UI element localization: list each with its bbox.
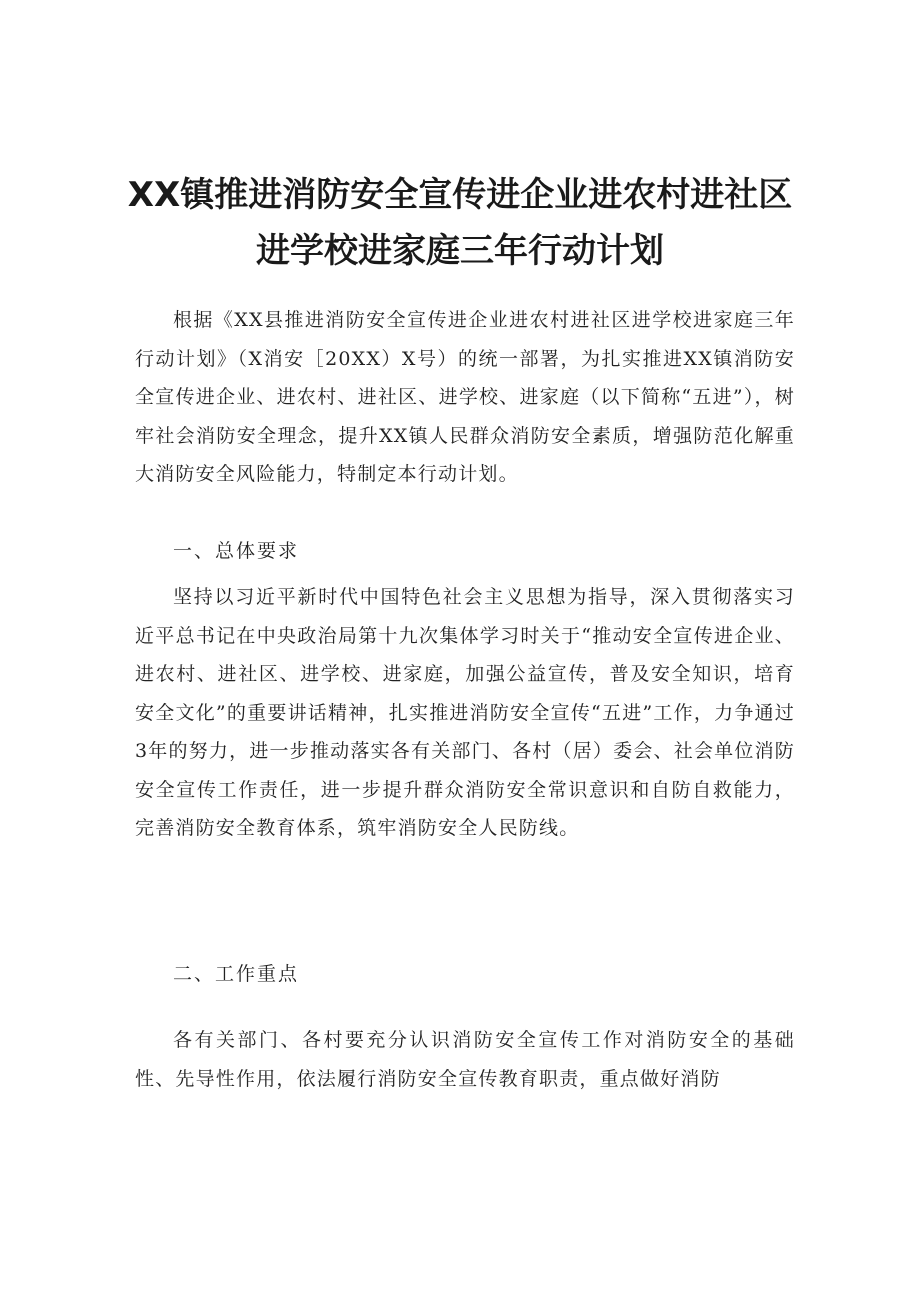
intro-paragraph: 根据《XX县推进消防安全宣传进企业进农村进社区进学校进家庭三年行动计划》（X消安［20XX）X号）的统一部署，为扎实推进XX镇消防安全宣传进企业、进农村、进社区、进学校、进家庭（以下简称“五进”），树牢社会消防安全理念，提升XX镇人民群众消防安全素质，增强防范化解重大消防安全风险能力，特制定本行动计划。: [135, 309, 795, 485]
document-title-line-1: XX镇推进消防安全宣传进企业进农村进社区: [127, 175, 793, 215]
section-heading-work-focus: 二、工作重点: [173, 963, 300, 985]
work-focus-paragraph: 各有关部门、各村要充分认识消防安全宣传工作对消防安全的基础性、先导性作用，依法履行消防安全宣传教育职责，重点做好消防: [135, 1029, 795, 1090]
general-requirements-paragraph: 坚持以习近平新时代中国特色社会主义思想为指导，深入贯彻落实习近平总书记在中央政治局第十九次集体学习时关于“推动安全宣传进企业、进农村、进社区、进学校、进家庭，加强公益宣传，普及安全知识，培育安全文化”的重要讲话精神，扎实推进消防安全宣传“五进”工作，力争通过3年的努力，进一步推动落实各有关部门、各村（居）委会、社会单位消防安全宣传工作责任，进一步提升群众消防安全常识意识和自防自救能力，完善消防安全教育体系，筑牢消防安全人民防线。: [135, 586, 795, 839]
document-title-line-2: 进学校进家庭三年行动计划: [256, 231, 664, 271]
section-heading-general-requirements: 一、总体要求: [173, 540, 300, 562]
